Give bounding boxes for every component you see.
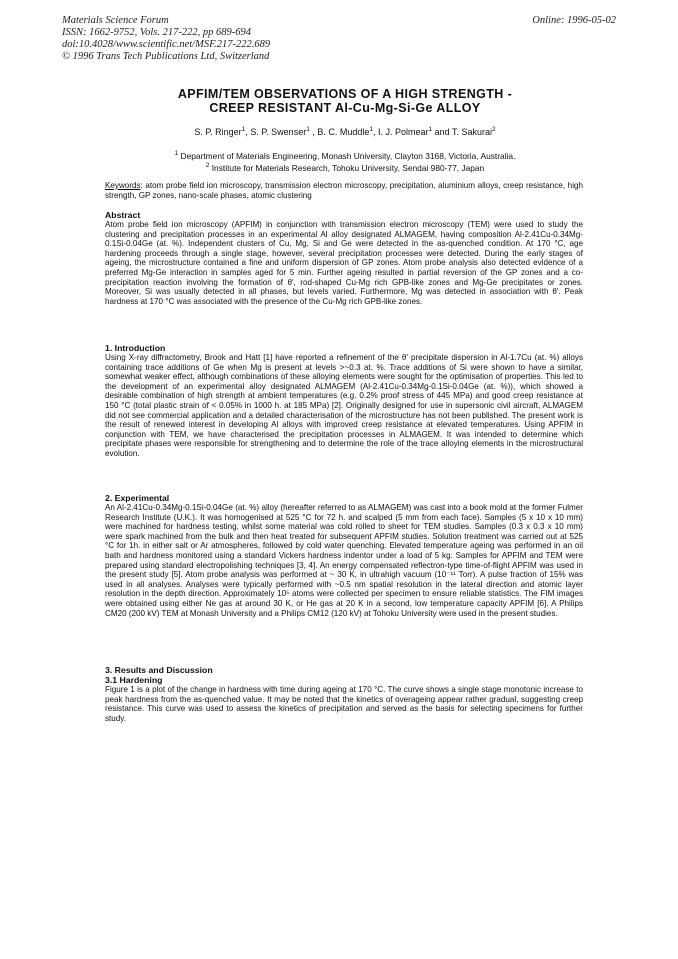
affiliation-2	[100, 161, 590, 173]
author-sep: ,	[309, 127, 318, 137]
affiliation-text: Department of Materials Engineering, Monash University, Clayton 3168, Victoria, Australia.	[180, 150, 516, 161]
doi: doi:10.4028/www.scientific.net/MSF.217-222.689	[62, 39, 271, 50]
experimental-section	[105, 493, 583, 618]
author-sup: 1	[369, 126, 373, 133]
experimental-heading: 2. Experimental	[105, 493, 170, 503]
affiliations	[100, 149, 590, 174]
introduction-section	[105, 343, 583, 459]
author-name: T. Sakurai	[452, 127, 493, 137]
results-heading: 3. Results and Discussion	[105, 665, 213, 675]
author-sep: ,	[373, 127, 379, 137]
author-sup: 1	[306, 126, 310, 133]
authors	[100, 126, 590, 137]
hardening-heading: 3.1 Hardening	[105, 675, 163, 685]
author-name: I. J. Polmear	[378, 127, 429, 137]
keywords-label: Keywords	[105, 181, 141, 190]
abstract-section	[105, 210, 583, 306]
author-sup: 2	[492, 126, 496, 133]
author-sep: and	[432, 127, 453, 137]
hardening-text: Figure 1 is a plot of the change in hardness with time during ageing at 170 °C. The curve shows a single stage monotonic increase to peak hardness from the as-quenched value. It may be noted that the kinetics of overageing appear rather gradual, suggesting creep resistance. This curve was used to assess the kinetics of precipitation and served as the basis for selecting specimens for further study.	[105, 685, 583, 723]
introduction-heading: 1. Introduction	[105, 343, 166, 353]
journal-name: Materials Science Forum	[62, 15, 169, 26]
affiliation-1	[100, 149, 590, 161]
abstract-text: Atom probe field ion microscopy (APFIM) in conjunction with transmission electron microscopy (TEM) were used to study the clustering and precipitation processes in an experimental Al alloy designated ALMAGEM, having composition Al-2.41Cu-0.34Mg-0.1Si-0.04Ge (at. %). Independent clusters of Cu, Mg, Si and Ge were detected in the as-quenched condition. At 170 °C, age hardening proceeds through a single stage, however, several precipitation processes were detected. During the early stages of ageing, the microstructure contained a fine and uniform dispersion of GP zones. Atom probe analysis also detected evidence of a preferred Mg-Ge interaction in samples aged for 5 min. Further ageing resulted in partial reversion of the GP zones and a co-precipitation reaction involving the formation of θ', rod-shaped Cu-Mg rich GPB-like zones and Mg-Ge precipitates or zones. Moreover, Si was usually detected in all phases, but levels varied. Furthermore, Mg was detected in association with θ'. Peak hardness at 170 °C was associated with the presence of the Cu-Mg rich GPB-like zones.	[105, 220, 583, 306]
copyright: © 1996 Trans Tech Publications Ltd, Switzerland	[62, 51, 270, 62]
results-section	[105, 665, 583, 723]
paper-title	[100, 88, 590, 115]
author-sep: ,	[245, 127, 251, 137]
author-name: S. P. Ringer	[194, 127, 242, 137]
journal-header	[62, 15, 270, 63]
author-sup: 1	[428, 126, 433, 133]
author-name: B. C. Muddle	[317, 127, 370, 137]
title-line-2: CREEP RESISTANT Al-Cu-Mg-Si-Ge ALLOY	[209, 100, 481, 115]
experimental-text: An Al-2.41Cu-0.34Mg-0.1Si-0.04Ge (at. %) alloy (hereafter referred to as ALMAGEM) was cast into a book mold at the former Fulmer Research Institute (U.K.). It was homogenised at 525 °C for 72 h. and scalped (5 mm from each face). Samples (5 x 10 x 10 mm) were machined for hardness testing, whilst some material was cold rolled to sheet for TEM studies. Samples (0.3 x 0.3 x 10 mm) were spark machined from the bulk and then heat treated for subsequent APFIM studies. Solution treatment was carried out at 525 °C for 1h. in either salt or Ar atmospheres, followed by cold water quenching. Elevated temperature ageing was performed in an oil bath and hardness monitored using a standard Vickers hardness indentor under a load of 5 kg. Samples for APFIM and TEM were prepared using standard electropolishing techniques [3, 4]. An energy compensated reflectron-type time-of-flight APFIM was used in the present study [5]. Atom probe analysis was performed at ~ 30 K, in ultrahigh vacuum (10⁻¹¹ Torr). A pulse fraction of 15% was used in all analyses. Analyses were typically performed with ~0.5 nm spatial resolution in the lateral direction and atomic layer resolution in the depth direction. Approximately 10⁵ atoms were collected per specimen to ensure reliable statistics. The FIM images were obtained using either Ne gas at around 30 K, or He gas at 20 K in a second, low temperature capacity APFIM [6]. A Philips CM20 (200 kV) TEM at Monash University and a Philips CM12 (120 kV) at Tohoku University were used in the present studies.	[105, 503, 583, 618]
abstract-heading: Abstract	[105, 210, 141, 220]
affiliation-text: Institute for Materials Research, Tohoku University, Sendai 980-77, Japan	[211, 163, 485, 174]
author-sup: 1	[241, 126, 246, 133]
keywords-text: : atom probe field ion microscopy, transmission electron microscopy, precipitation, aluminium alloys, creep resistance, high strength, GP zones, nano-scale phases, atomic clustering	[105, 181, 583, 200]
online-date: Online: 1996-05-02	[532, 15, 616, 26]
introduction-text: Using X-ray diffractometry, Brook and Hatt [1] have reported a refinement of the θ' precipitate dispersion in Al-1.7Cu (at. %) alloys containing trace additions of Ge when Mg is present at levels >~0.3 at. %. Trace additions of Si were shown to have a similar, somewhat weaker effect, although combinations of these alloying elements were sought for the optimisation of properties. This led to the development of an experimental alloy designated ALMAGEM (Al-2.41Cu-0.34Mg-0.1Si-0.04Ge (at. %)), which showed a desirable combination of high strength at ambient temperatures (e.g. 0.2% proof stress of 445 MPa) and good creep resistance at 150 °C (total plastic strain of < 0.05% in 1000 h. at 185 MPa) [2]. Originally designed for use in supersonic civil aircraft, ALMAGEM did not see commercial application and a detailed characterisation of the microstructure has not been published. The present work is the result of renewed interest in developing Al alloys with improved creep resistance at elevated temperatures. Using APFIM in conjunction with TEM, we have characterised the precipitation processes in ALMAGEM. It was intended to determine which precipitate phases were responsible for strengthening and to determine the role of the trace alloying elements in the microstructural evolution.	[105, 353, 583, 458]
issn: ISSN: 1662-9752, Vols. 217-222, pp 689-694	[62, 27, 251, 38]
author-name: S. P. Swenser	[250, 127, 307, 137]
keywords	[105, 181, 583, 200]
title-line-1: APFIM/TEM OBSERVATIONS OF A HIGH STRENGTH -	[177, 87, 513, 101]
affiliation-sup: 2	[205, 162, 210, 170]
affiliation-sup: 1	[174, 150, 179, 157]
